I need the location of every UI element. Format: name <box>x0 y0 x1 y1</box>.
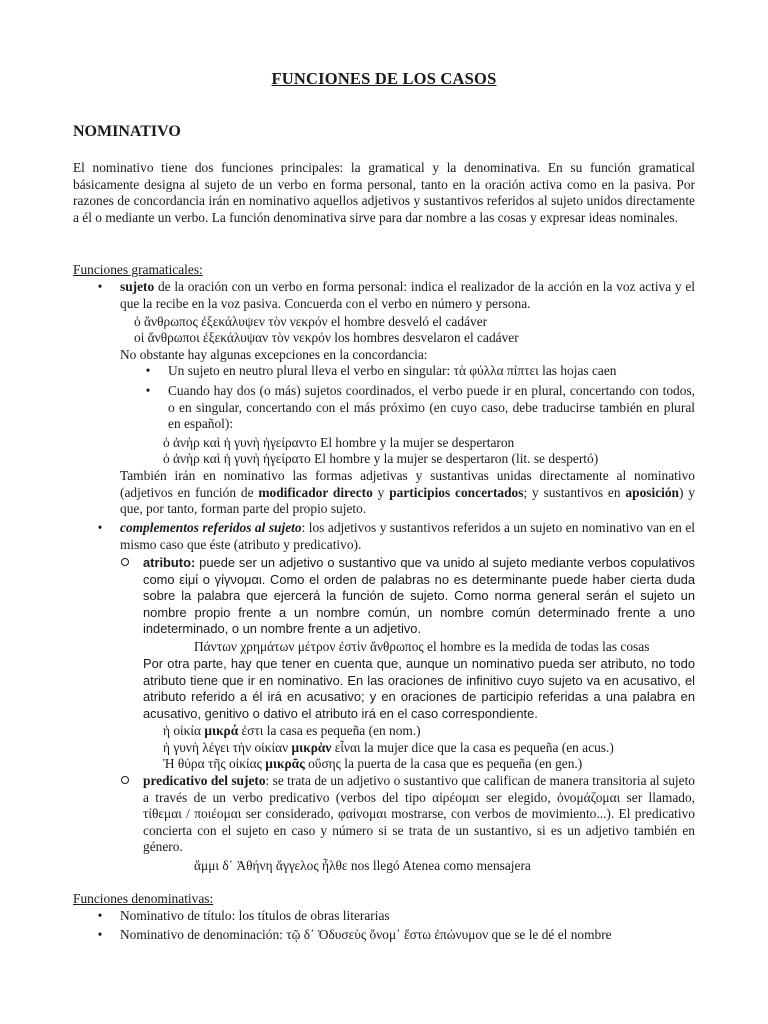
tambien-paragraph <box>120 468 695 518</box>
bullet-icon: • <box>97 927 103 942</box>
denom-item-1: Nominativo de título: los títulos de obras literarias <box>120 908 390 923</box>
exception-2-example-1: ὁ ἀνὴρ καὶ ἡ γυνὴ ἠγείραντο El hombre y la mujer se despertaron <box>163 435 515 450</box>
participios-term: participios concertados <box>389 484 524 500</box>
predicativo-example: ἄμμι δ᾽ Ἀθήνη ἄγγελος ἦλθε nos llegó Atenea como mensajera <box>194 858 531 873</box>
denom-item-2: Nominativo de denominación: τῷ δ᾽ Ὀδυσεὺς ὄνομ᾽ ἔστω ἐπώνυμον que se le dé el nombre <box>120 927 612 942</box>
tambien-text-2: y <box>372 484 390 500</box>
predicativo-text: : se trata de un adjetivo o sustantivo que califican de manera transitoria al sujeto a través de un verbo predicativo (verbos del tipo αἱρέομαι ser elegido, ὀνομάζομαι ser llamado, τίθεμαι / ποιέομαι ser considerado, φαίνομαι mostrarse, con verbos de movimiento...). El predicativo concierta con el sujeto en caso y número si se trata de un sustantivo, si es un adjetivo también en género. <box>143 773 695 855</box>
bullet-icon: • <box>97 520 103 535</box>
bullet-icon: • <box>97 908 103 923</box>
aposicion-term: aposición <box>625 484 679 500</box>
page-title: FUNCIONES DE LOS CASOS <box>271 69 497 88</box>
example-2-greek: ἡ γυνὴ λέγει τὴν οἰκίαν <box>163 740 292 755</box>
exception-1: Un sujeto en neutro plural lleva el verbo en singular: τὰ φύλλα πίπτει las hojas caen <box>168 363 617 378</box>
sujeto-example-1: ὁ ἄνθρωπος ἐξεκάλυψεν τὸν νεκρόν el hombre desveló el cadáver <box>134 314 488 329</box>
example-2-rest: εἶναι la mujer dice que la casa es pequeña (en acus.) <box>331 740 614 755</box>
example-2-bold: μικρὰν <box>291 740 332 755</box>
gram-heading: Funciones gramaticales: <box>73 262 203 277</box>
sujeto-term: sujeto <box>120 279 155 294</box>
example-3-greek: Ἡ θύρα τῆς οἰκίας <box>163 756 266 771</box>
complementos-text: : los adjetivos y sustantivos referidos a un sujeto en nominativo van en el mismo caso que éste (atributo y predicativo). <box>120 520 695 552</box>
circle-bullet-icon <box>121 776 129 784</box>
example-1-greek: ἡ οἰκία <box>163 723 205 738</box>
atributo-term: atributo: <box>143 555 196 570</box>
atributo-paragraph <box>143 555 695 638</box>
bullet-icon: • <box>145 383 151 398</box>
denom-heading: Funciones denominativas: <box>73 891 214 906</box>
atributo-case-example-3 <box>163 756 582 773</box>
bullet-icon: • <box>145 363 151 378</box>
circle-bullet-icon <box>121 558 129 566</box>
sujeto-paragraph <box>120 279 695 312</box>
section-heading: NOMINATIVO <box>73 123 181 140</box>
exception-2: Cuando hay dos (o más) sujetos coordinados, el verbo puede ir en plural, concertando con todos, o en singular, concertando con el más próximo (en cuyo caso, debe traducirse también en plural en español): <box>168 383 695 432</box>
tambien-text-4: ) y que, por tanto, forman parte del propio sujeto. <box>120 484 695 517</box>
complementos-paragraph <box>120 520 695 553</box>
example-3-bold: μικρᾶς <box>265 756 305 771</box>
atributo-case-example-1 <box>163 723 421 740</box>
example-1-rest: ἐστι la casa es pequeña (en nom.) <box>238 723 421 738</box>
atributo-case-example-2 <box>163 740 614 757</box>
predicativo-paragraph <box>143 773 695 856</box>
example-3-rest: οὔσης la puerta de la casa que es pequeña (en gen.) <box>304 756 583 771</box>
sujeto-text: de la oración con un verbo en forma personal: indica el realizador de la acción en la voz activa y el que la recibe en la voz pasiva. Concuerda con el verbo en número y persona. <box>120 279 695 311</box>
complementos-term: complementos referidos al sujeto <box>120 520 302 535</box>
tambien-text-1: También irán en nominativo las formas adjetivas y sustantivas unidas directamente al nominativo (adjetivos en función de <box>120 468 695 500</box>
porotra-paragraph: Por otra parte, hay que tener en cuenta que, aunque un nominativo pueda ser atributo, no todo atributo tiene que ir en nominativo. En las oraciones de infinitivo cuyo sujeto va en acusativo, el atributo referido a él irá en acusativo; y en oraciones de participio referidas a una palabra en acusativo, genitivo o dativo el atributo irá en el caso correspondiente. <box>143 656 695 721</box>
exception-2-example-2: ὁ ἀνὴρ καὶ ἡ γυνὴ ἠγείρατο El hombre y la mujer se despertaron (lit. se despertó) <box>163 451 599 466</box>
excepciones-intro: No obstante hay algunas excepciones en la concordancia: <box>120 347 428 362</box>
atributo-example: Πάντων χρημάτων μέτρον ἐστὶν ἄνθρωπος el hombre es la medida de todas las cosas <box>194 639 650 654</box>
bullet-icon: • <box>97 279 103 294</box>
sujeto-example-2: οἱ ἄνθρωποι ἐξεκάλυψαν τὸν νεκρόν los hombres desvelaron el cadáver <box>134 330 519 345</box>
predicativo-term: predicativo del sujeto <box>143 773 266 788</box>
tambien-text-3: ; y sustantivos en <box>523 484 626 500</box>
intro-paragraph: El nominativo tiene dos funciones principales: la gramatical y la denominativa. En su función gramatical básicamente designa al sujeto de un verbo en forma personal, tanto en la oración activa como en la pasiva. Por razones de concordancia irán en nominativo aquellos adjetivos y sustantivos referidos al sujeto unidos directamente a él o mediante un verbo. La función denominativa sirve para dar nombre a las cosas y expresar ideas nominales. <box>73 160 695 225</box>
atributo-text: puede ser un adjetivo o sustantivo que va unido al sujeto mediante verbos copulativos como εἰμί o γίγνομαι. Como el orden de palabras no es determinante puede haber cierta duda sobre la palabra que ejercerá la función de sujeto. Como norma general serán el sujeto un nombre propio frente a un nombre común, un nombre común determinado frente a uno indeterminado, o un nombre frente a un adjetivo. <box>143 555 695 637</box>
modificador-directo-term: modificador directo <box>258 484 373 500</box>
example-1-bold: μικρά <box>204 723 239 738</box>
